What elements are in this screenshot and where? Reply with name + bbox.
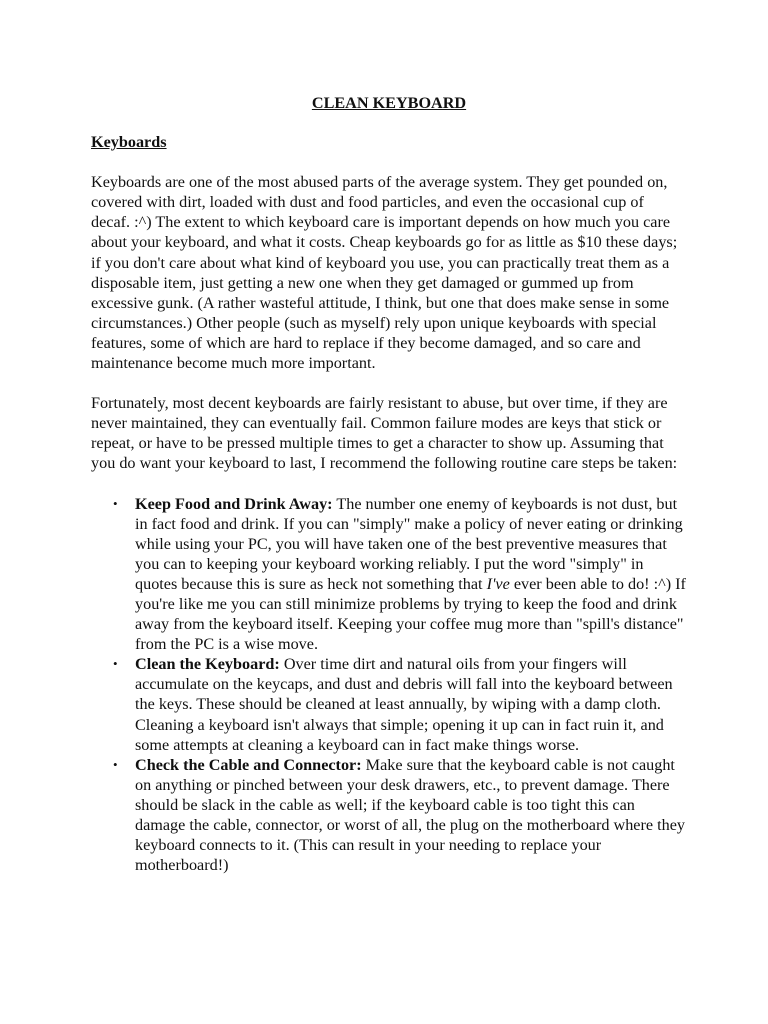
list-item-emphasis: I've bbox=[486, 574, 510, 593]
bullet-icon: • bbox=[113, 495, 118, 511]
paragraph-intro: Keyboards are one of the most abused parts of the average system. They get pounded on, covered with dirt, loaded with dust and food particles, and even the occasional cup of decaf. :^) The extent to which keyboard care is important depends on how much you care about your keyboard, and what it costs. Cheap keyboards go for as little as $10 these days; if you don't care about what kind of keyboard you use, you can practically treat them as a disposable item, just getting a new one when they get damaged or gummed up from excessive gunk. (A rather wasteful attitude, I think, but one that does make sense in some circumstances.) Other people (such as myself) rely upon unique keyboards with special features, some of which are hard to replace if they become damaged, and so care and maintenance become much more important. bbox=[91, 173, 678, 373]
section-heading: Keyboards bbox=[91, 133, 167, 152]
list-item-text-after: ever been able to do! :^) If you're like me you can still minimize problems by trying to keep the food and drink away from the keyboard itself. Keeping your coffee mug more than "spill's distance" from the PC is a wise move. bbox=[135, 574, 686, 654]
bullet-icon: • bbox=[113, 756, 118, 772]
list-item-lead: Keep Food and Drink Away: bbox=[135, 494, 333, 513]
list-item-text: The number one enemy of keyboards is not dust, but in fact food and drink. If you can "simply" make a policy of never eating or drinking while using your PC, you will have taken one of the best preventive measures that you can to keeping your keyboard working reliably. I put the word "simply" in quotes because this is sure as heck not something that bbox=[135, 494, 683, 593]
list-item bbox=[91, 755, 687, 876]
document-page bbox=[91, 93, 687, 875]
list-item bbox=[91, 654, 687, 754]
care-steps-list bbox=[91, 494, 687, 876]
list-item-text: Over time dirt and natural oils from your fingers will accumulate on the keycaps, and dust and debris will fall into the keyboard between the keys. These should be cleaned at least annually, by wiping with a damp cloth. Cleaning a keyboard isn't always that simple; opening it up can in fact ruin it, and some attempts at cleaning a keyboard can in fact make things worse. bbox=[135, 655, 673, 754]
paragraph-fortunately: Fortunately, most decent keyboards are fairly resistant to abuse, but over time, if they are never maintained, they can eventually fail. Common failure modes are keys that stick or repeat, or have to be pressed multiple times to get a character to show up. Assuming that you do want your keyboard to last, I recommend the following routine care steps be taken: bbox=[91, 394, 678, 473]
document-title: CLEAN KEYBOARD bbox=[311, 94, 467, 112]
list-item bbox=[91, 494, 687, 655]
list-item-lead: Check the Cable and Connector: bbox=[135, 755, 362, 774]
list-item-lead: Clean the Keyboard: bbox=[135, 655, 280, 674]
bullet-icon: • bbox=[113, 656, 118, 672]
list-item-text: Make sure that the keyboard cable is not caught on anything or pinched between your desk drawers, etc., to prevent damage. There should be slack in the cable as well; if the keyboard cable is too tight this can damage the cable, connector, or worst of all, the plug on the motherboard where they keyboard connects to it. (This can result in your needing to replace your motherboard!) bbox=[135, 755, 685, 875]
